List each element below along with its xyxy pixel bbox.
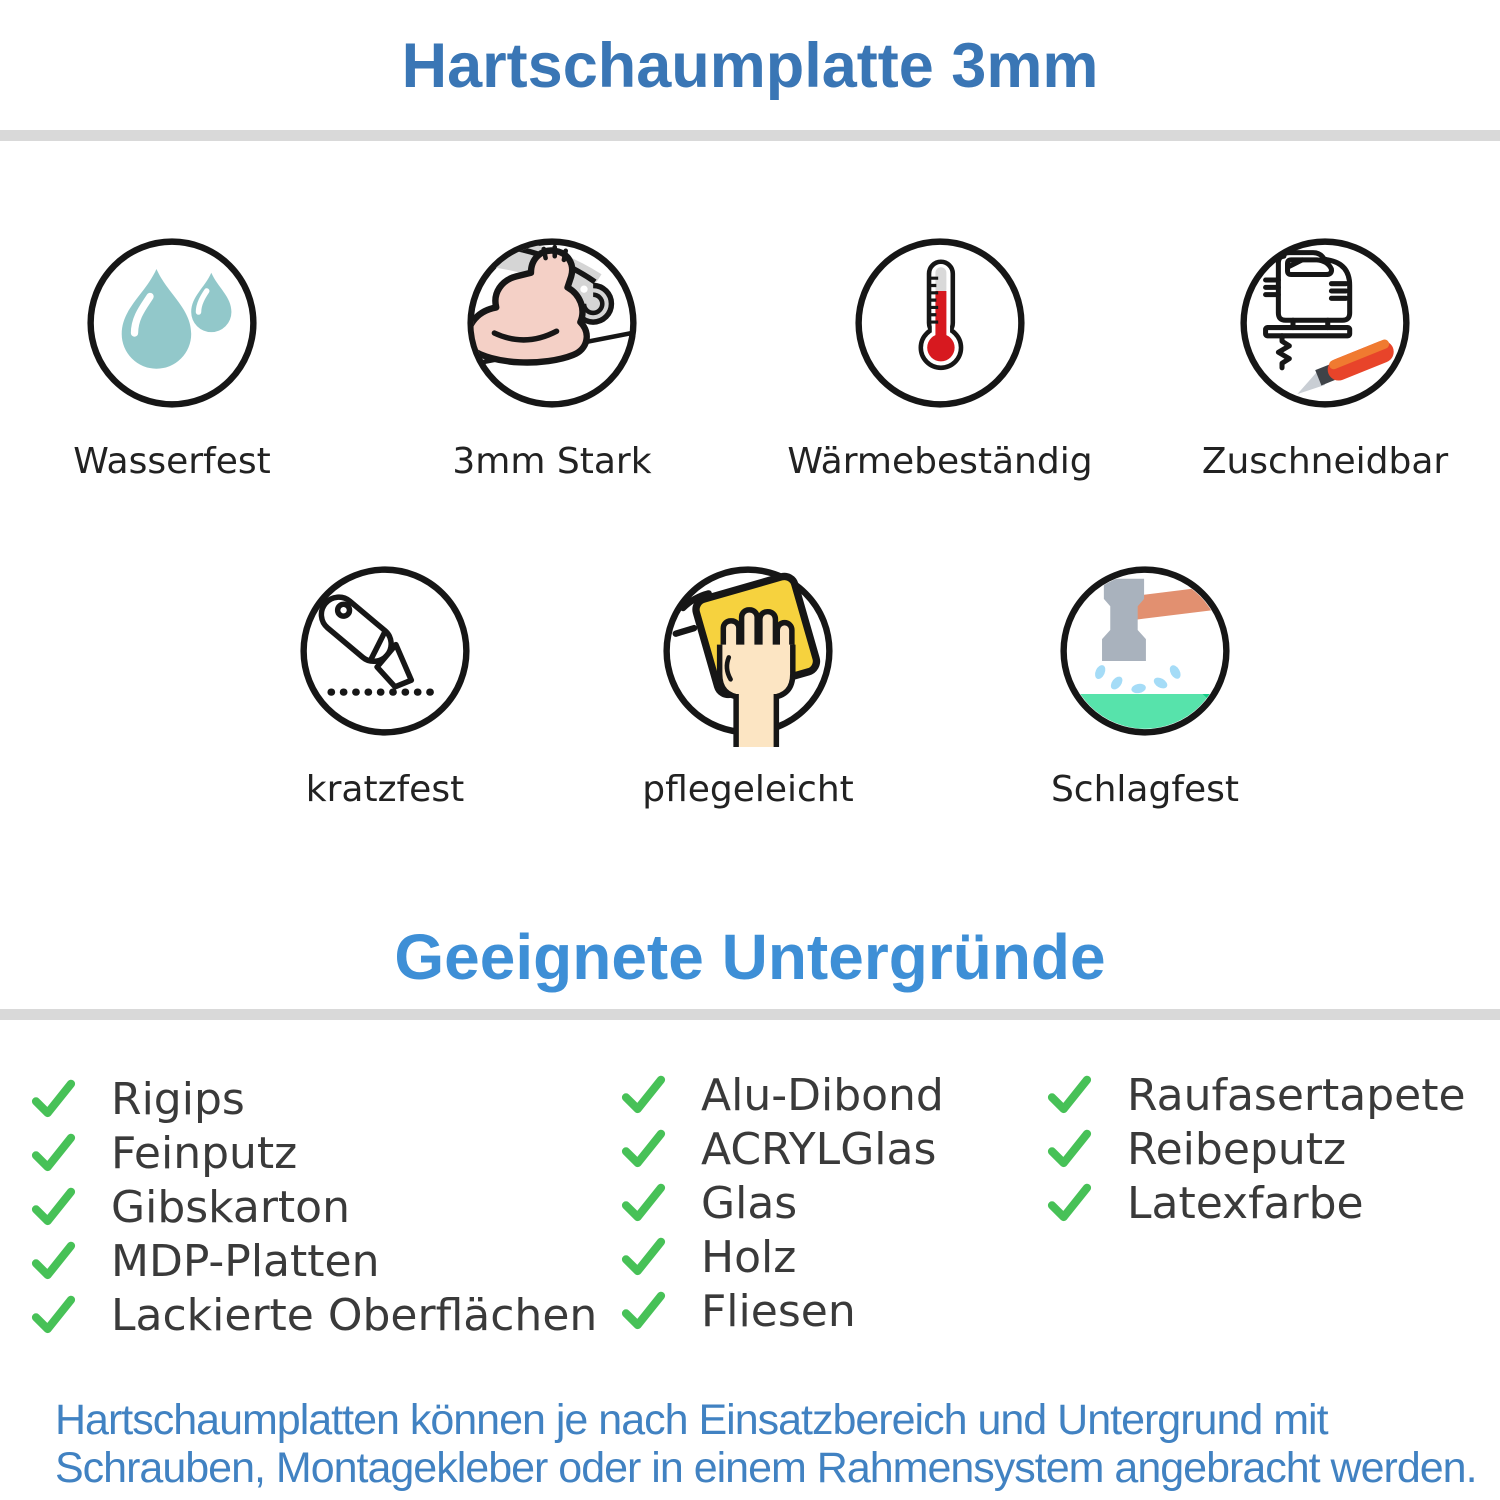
feature-waermebestaendig	[785, 227, 1095, 482]
list-item	[620, 1230, 944, 1284]
list-item	[1046, 1176, 1466, 1230]
feature-pflegeleicht	[593, 555, 903, 810]
thermometer-icon	[844, 227, 1036, 419]
list-item-label: ACRYLGlas	[701, 1123, 937, 1175]
section-divider	[0, 1009, 1500, 1020]
feature-label: Schlagfest	[1050, 769, 1240, 810]
checkmark-icon	[620, 1290, 667, 1332]
checkmark-icon	[1046, 1074, 1093, 1116]
list-item-label: Fliesen	[701, 1285, 856, 1337]
feature-kratzfest	[230, 555, 540, 810]
checkmark-icon	[30, 1240, 77, 1282]
list-item	[1046, 1068, 1466, 1122]
utility-knife-icon	[289, 555, 481, 747]
feature-3mm-stark	[397, 227, 707, 482]
list-item	[620, 1284, 944, 1338]
substrate-column-2	[620, 1068, 944, 1338]
checkmark-icon	[30, 1294, 77, 1336]
top-divider	[0, 130, 1500, 141]
list-item	[30, 1234, 597, 1288]
feature-label: pflegeleicht	[642, 769, 854, 810]
list-item-label: Gibskarton	[111, 1181, 350, 1233]
footer-line-1: Hartschaumplatten können je nach Einsatzbereich und Untergrund mit	[55, 1396, 1328, 1444]
list-item-label: Holz	[701, 1231, 797, 1283]
checkmark-icon	[30, 1186, 77, 1228]
feature-label: Zuschneidbar	[1201, 441, 1449, 482]
feature-wasserfest	[17, 227, 327, 482]
checkmark-icon	[1046, 1182, 1093, 1224]
checkmark-icon	[620, 1236, 667, 1278]
checkmark-icon	[30, 1132, 77, 1174]
feature-zuschneidbar	[1170, 227, 1480, 482]
list-item	[30, 1288, 597, 1342]
feature-label: 3mm Stark	[452, 441, 652, 482]
jigsaw-cutter-icon	[1229, 227, 1421, 419]
list-item-label: MDP-Platten	[111, 1235, 380, 1287]
substrate-column-1	[30, 1072, 597, 1342]
list-item-label: Raufasertapete	[1127, 1069, 1466, 1121]
list-item-label: Latexfarbe	[1127, 1177, 1364, 1229]
hand-cloth-icon	[652, 555, 844, 747]
list-item	[620, 1176, 944, 1230]
checkmark-icon	[1046, 1128, 1093, 1170]
water-drops-icon	[76, 227, 268, 419]
list-item-label: Rigips	[111, 1073, 245, 1125]
feature-label: Wärmebeständig	[787, 441, 1093, 482]
checkmark-icon	[30, 1078, 77, 1120]
list-item-label: Feinputz	[111, 1127, 298, 1179]
list-item	[30, 1180, 597, 1234]
list-item	[1046, 1122, 1466, 1176]
feature-label: Wasserfest	[73, 441, 271, 482]
list-item	[620, 1122, 944, 1176]
hammer-icon	[1049, 555, 1241, 747]
list-item-label: Lackierte Oberflächen	[111, 1289, 598, 1341]
list-item	[30, 1072, 597, 1126]
checkmark-icon	[620, 1074, 667, 1116]
checkmark-icon	[620, 1182, 667, 1224]
page-title: Hartschaumplatte 3mm	[401, 31, 1099, 101]
list-item	[620, 1068, 944, 1122]
list-item	[30, 1126, 597, 1180]
muscle-arm-icon	[456, 227, 648, 419]
list-item-label: Alu-Dibond	[701, 1069, 944, 1121]
feature-schlagfest	[990, 555, 1300, 810]
substrate-column-3	[1046, 1068, 1466, 1230]
section-title-untergruende: Geeignete Untergründe	[394, 921, 1106, 993]
checkmark-icon	[620, 1128, 667, 1170]
list-item-label: Reibeputz	[1127, 1123, 1347, 1175]
footer-note	[55, 1396, 1477, 1492]
list-item-label: Glas	[701, 1177, 798, 1229]
footer-line-2: Schrauben, Montagekleber oder in einem Rahmensystem angebracht werden.	[55, 1444, 1477, 1492]
feature-label: kratzfest	[305, 769, 465, 810]
